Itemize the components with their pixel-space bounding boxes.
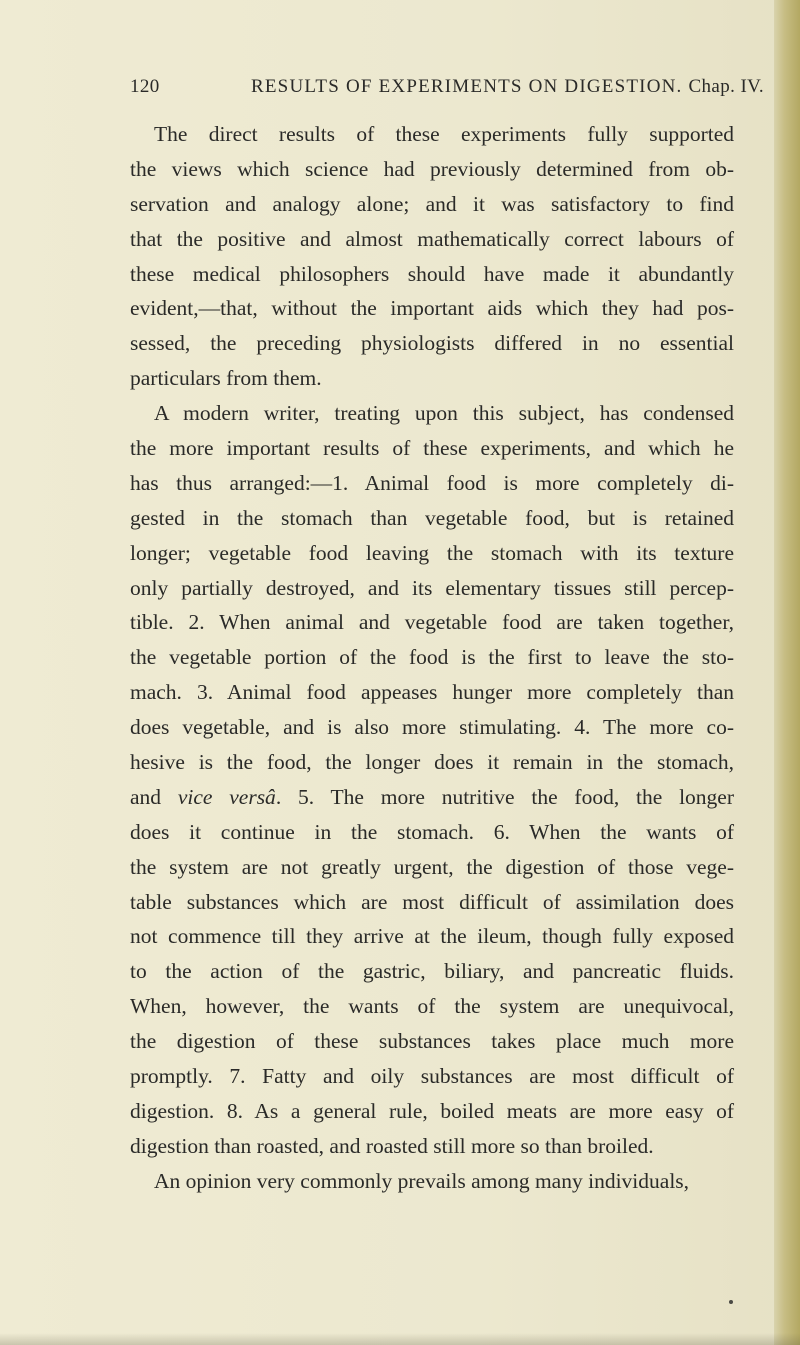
text-line: gested in the stomach than vegetable food, but is retained (130, 505, 734, 530)
bottom-shadow (0, 1333, 800, 1345)
page-header (130, 76, 764, 106)
text-line: the system are not greatly urgent, the digestion of those vege- (130, 854, 734, 879)
text-line: tible. 2. When animal and vegetable food are taken together, (130, 610, 734, 635)
text-line: the vegetable portion of the food is the first to leave the sto- (130, 645, 734, 670)
text-line: that the positive and almost mathematically correct labours of (130, 226, 734, 251)
text-line: the digestion of these substances takes place much more (130, 1029, 734, 1054)
text-line: particulars from them. (130, 366, 322, 391)
text-line: A modern writer, treating upon this subject, has condensed (154, 401, 734, 426)
text-line: servation and analogy alone; and it was satisfactory to find (130, 191, 734, 216)
print-speck (729, 1300, 733, 1304)
text-line: these medical philosophers should have made it abundantly (130, 261, 734, 286)
text-line: An opinion very commonly prevails among many individuals, (154, 1168, 690, 1193)
text-line: longer; vegetable food leaving the stomach with its texture (130, 540, 734, 565)
chapter-reference: Chap. IV. (688, 76, 764, 97)
text-line: has thus arranged:—1. Animal food is more completely di- (130, 470, 734, 495)
text-line: mach. 3. Animal food appeases hunger more completely than (130, 680, 734, 705)
text-line: does vegetable, and is also more stimulating. 4. The more co- (130, 715, 734, 740)
page-number: 120 (130, 76, 160, 97)
body-text (130, 117, 734, 1199)
text-line: digestion than roasted, and roasted still more so than broiled. (130, 1133, 654, 1158)
text-line: promptly. 7. Fatty and oily substances are most difficult of (130, 1064, 734, 1089)
text-line: sessed, the preceding physiologists differed in no essential (130, 331, 734, 356)
text-line: The direct results of these experiments fully supported (154, 122, 734, 146)
text-line: digestion. 8. As a general rule, boiled meats are more easy of (130, 1098, 734, 1123)
text-line: table substances which are most difficult of assimilation does (130, 889, 734, 914)
text-line: does it continue in the stomach. 6. When the wants of (130, 819, 734, 844)
text-line: hesive is the food, the longer does it remain in the stomach, (130, 750, 734, 775)
running-head: RESULTS OF EXPERIMENTS ON DIGESTION. (251, 76, 683, 97)
text-line: only partially destroyed, and its elementary tissues still percep- (130, 575, 734, 600)
page-edge (774, 0, 800, 1345)
text-line: and vice versâ. 5. The more nutritive the food, the longer (130, 784, 734, 809)
text-line: to the action of the gastric, biliary, and pancreatic fluids. (130, 959, 734, 984)
text-line: the more important results of these experiments, and which he (130, 436, 734, 461)
text-line: the views which science had previously determined from ob- (130, 156, 734, 181)
text-line: evident,—that, without the important aids which they had pos- (130, 296, 734, 321)
text-line: not commence till they arrive at the ileum, though fully exposed (130, 924, 734, 949)
text-line: When, however, the wants of the system are unequivocal, (130, 994, 734, 1019)
